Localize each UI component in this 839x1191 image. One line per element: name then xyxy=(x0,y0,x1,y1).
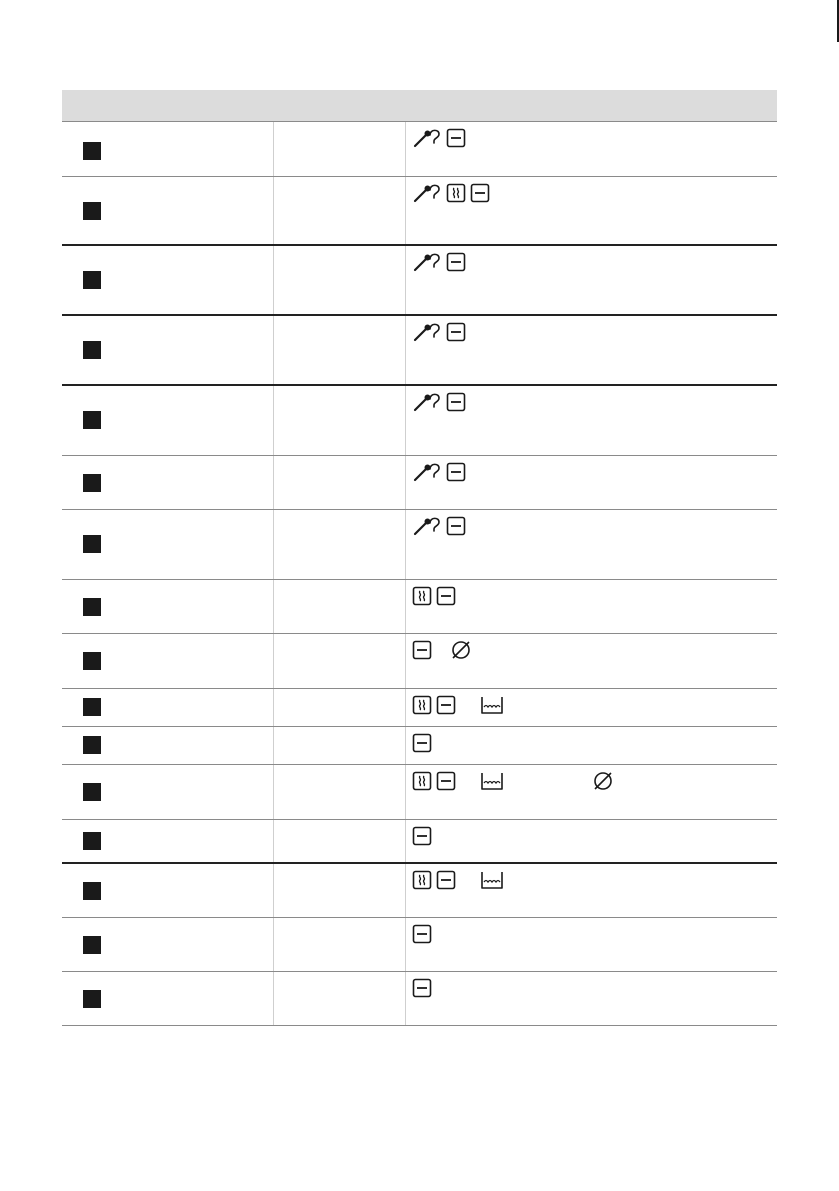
header-col-1 xyxy=(62,90,273,121)
heat-element-icon xyxy=(412,640,432,665)
settings-table xyxy=(62,90,777,1026)
table-row xyxy=(62,765,777,820)
no-preheat-icon xyxy=(450,639,472,666)
table-header xyxy=(62,90,777,122)
probe-icon xyxy=(412,322,442,347)
row-icons xyxy=(412,393,470,415)
header-col-3 xyxy=(405,90,777,121)
steam-element-icon xyxy=(412,695,432,720)
table-row xyxy=(62,580,777,634)
steam-element-icon xyxy=(412,586,432,611)
heat-element-icon xyxy=(446,128,466,153)
column-divider xyxy=(273,689,274,726)
row-icons xyxy=(412,772,618,794)
column-divider xyxy=(273,316,274,384)
table-body xyxy=(62,122,777,1026)
table-row xyxy=(62,820,777,864)
column-divider xyxy=(405,864,406,917)
row-icons xyxy=(412,925,436,947)
row-icons xyxy=(412,979,436,1001)
row-icons xyxy=(412,253,470,275)
row-marker-square xyxy=(83,882,101,900)
table-row xyxy=(62,246,777,316)
column-divider xyxy=(273,510,274,579)
table-row xyxy=(62,689,777,727)
column-divider xyxy=(273,918,274,971)
row-icons xyxy=(412,463,470,485)
column-divider xyxy=(405,177,406,244)
table-row xyxy=(62,918,777,972)
column-divider xyxy=(273,820,274,862)
column-divider xyxy=(405,689,406,726)
column-divider xyxy=(405,820,406,862)
row-icons xyxy=(412,734,436,756)
column-divider xyxy=(405,580,406,633)
column-divider xyxy=(273,456,274,509)
header-col-2 xyxy=(273,90,405,121)
row-marker-square xyxy=(83,271,101,289)
row-marker-square xyxy=(83,411,101,429)
column-divider xyxy=(273,727,274,764)
heat-element-icon xyxy=(446,516,466,541)
column-divider xyxy=(405,634,406,688)
heat-element-icon xyxy=(412,924,432,949)
row-marker-square xyxy=(83,341,101,359)
row-icons xyxy=(412,184,494,206)
row-marker-square xyxy=(83,936,101,954)
table-row xyxy=(62,634,777,689)
row-marker-square xyxy=(83,990,101,1008)
column-divider xyxy=(405,456,406,509)
column-divider xyxy=(273,765,274,819)
no-preheat-icon xyxy=(592,770,614,797)
probe-icon xyxy=(412,183,442,208)
table-row xyxy=(62,510,777,580)
heat-element-icon xyxy=(436,771,456,796)
row-marker-square xyxy=(83,142,101,160)
row-marker-square xyxy=(83,652,101,670)
row-icons xyxy=(412,129,470,151)
row-marker-square xyxy=(83,535,101,553)
column-divider xyxy=(273,634,274,688)
heat-element-icon xyxy=(436,695,456,720)
probe-icon xyxy=(412,516,442,541)
column-divider xyxy=(405,316,406,384)
column-divider xyxy=(273,177,274,244)
probe-icon xyxy=(412,252,442,277)
row-marker-square xyxy=(83,698,101,716)
water-tank-icon xyxy=(480,870,504,895)
row-icons xyxy=(412,827,436,849)
heat-element-icon xyxy=(436,586,456,611)
table-row xyxy=(62,456,777,510)
probe-icon xyxy=(412,128,442,153)
heat-element-icon xyxy=(412,733,432,758)
row-marker-square xyxy=(83,832,101,850)
probe-icon xyxy=(412,392,442,417)
water-tank-icon xyxy=(480,771,504,796)
row-icons xyxy=(412,871,508,893)
heat-element-icon xyxy=(412,978,432,1003)
row-marker-square xyxy=(83,783,101,801)
column-divider xyxy=(273,386,274,455)
row-icons xyxy=(412,641,476,663)
row-icons xyxy=(412,323,470,345)
table-row xyxy=(62,972,777,1026)
heat-element-icon xyxy=(436,870,456,895)
heat-element-icon xyxy=(446,322,466,347)
column-divider xyxy=(405,972,406,1025)
column-divider xyxy=(273,580,274,633)
column-divider xyxy=(405,386,406,455)
steam-element-icon xyxy=(412,771,432,796)
heat-element-icon xyxy=(446,462,466,487)
column-divider xyxy=(273,122,274,176)
row-marker-square xyxy=(83,474,101,492)
heat-element-icon xyxy=(446,392,466,417)
probe-icon xyxy=(412,462,442,487)
table-row xyxy=(62,386,777,456)
heat-element-icon xyxy=(412,826,432,851)
row-icons xyxy=(412,696,508,718)
row-icons xyxy=(412,587,460,609)
row-icons xyxy=(412,517,470,539)
steam-element-icon xyxy=(446,183,466,208)
table-row xyxy=(62,122,777,177)
row-marker-square xyxy=(83,736,101,754)
table-row xyxy=(62,316,777,386)
column-divider xyxy=(273,972,274,1025)
row-marker-square xyxy=(83,202,101,220)
column-divider xyxy=(405,765,406,819)
column-divider xyxy=(405,122,406,176)
table-row xyxy=(62,177,777,246)
column-divider xyxy=(273,246,274,314)
column-divider xyxy=(405,510,406,579)
table-row xyxy=(62,864,777,918)
row-marker-square xyxy=(83,598,101,616)
column-divider xyxy=(405,918,406,971)
table-row xyxy=(62,727,777,765)
column-divider xyxy=(273,864,274,917)
water-tank-icon xyxy=(480,695,504,720)
heat-element-icon xyxy=(470,183,490,208)
heat-element-icon xyxy=(446,252,466,277)
column-divider xyxy=(405,727,406,764)
column-divider xyxy=(405,246,406,314)
steam-element-icon xyxy=(412,870,432,895)
